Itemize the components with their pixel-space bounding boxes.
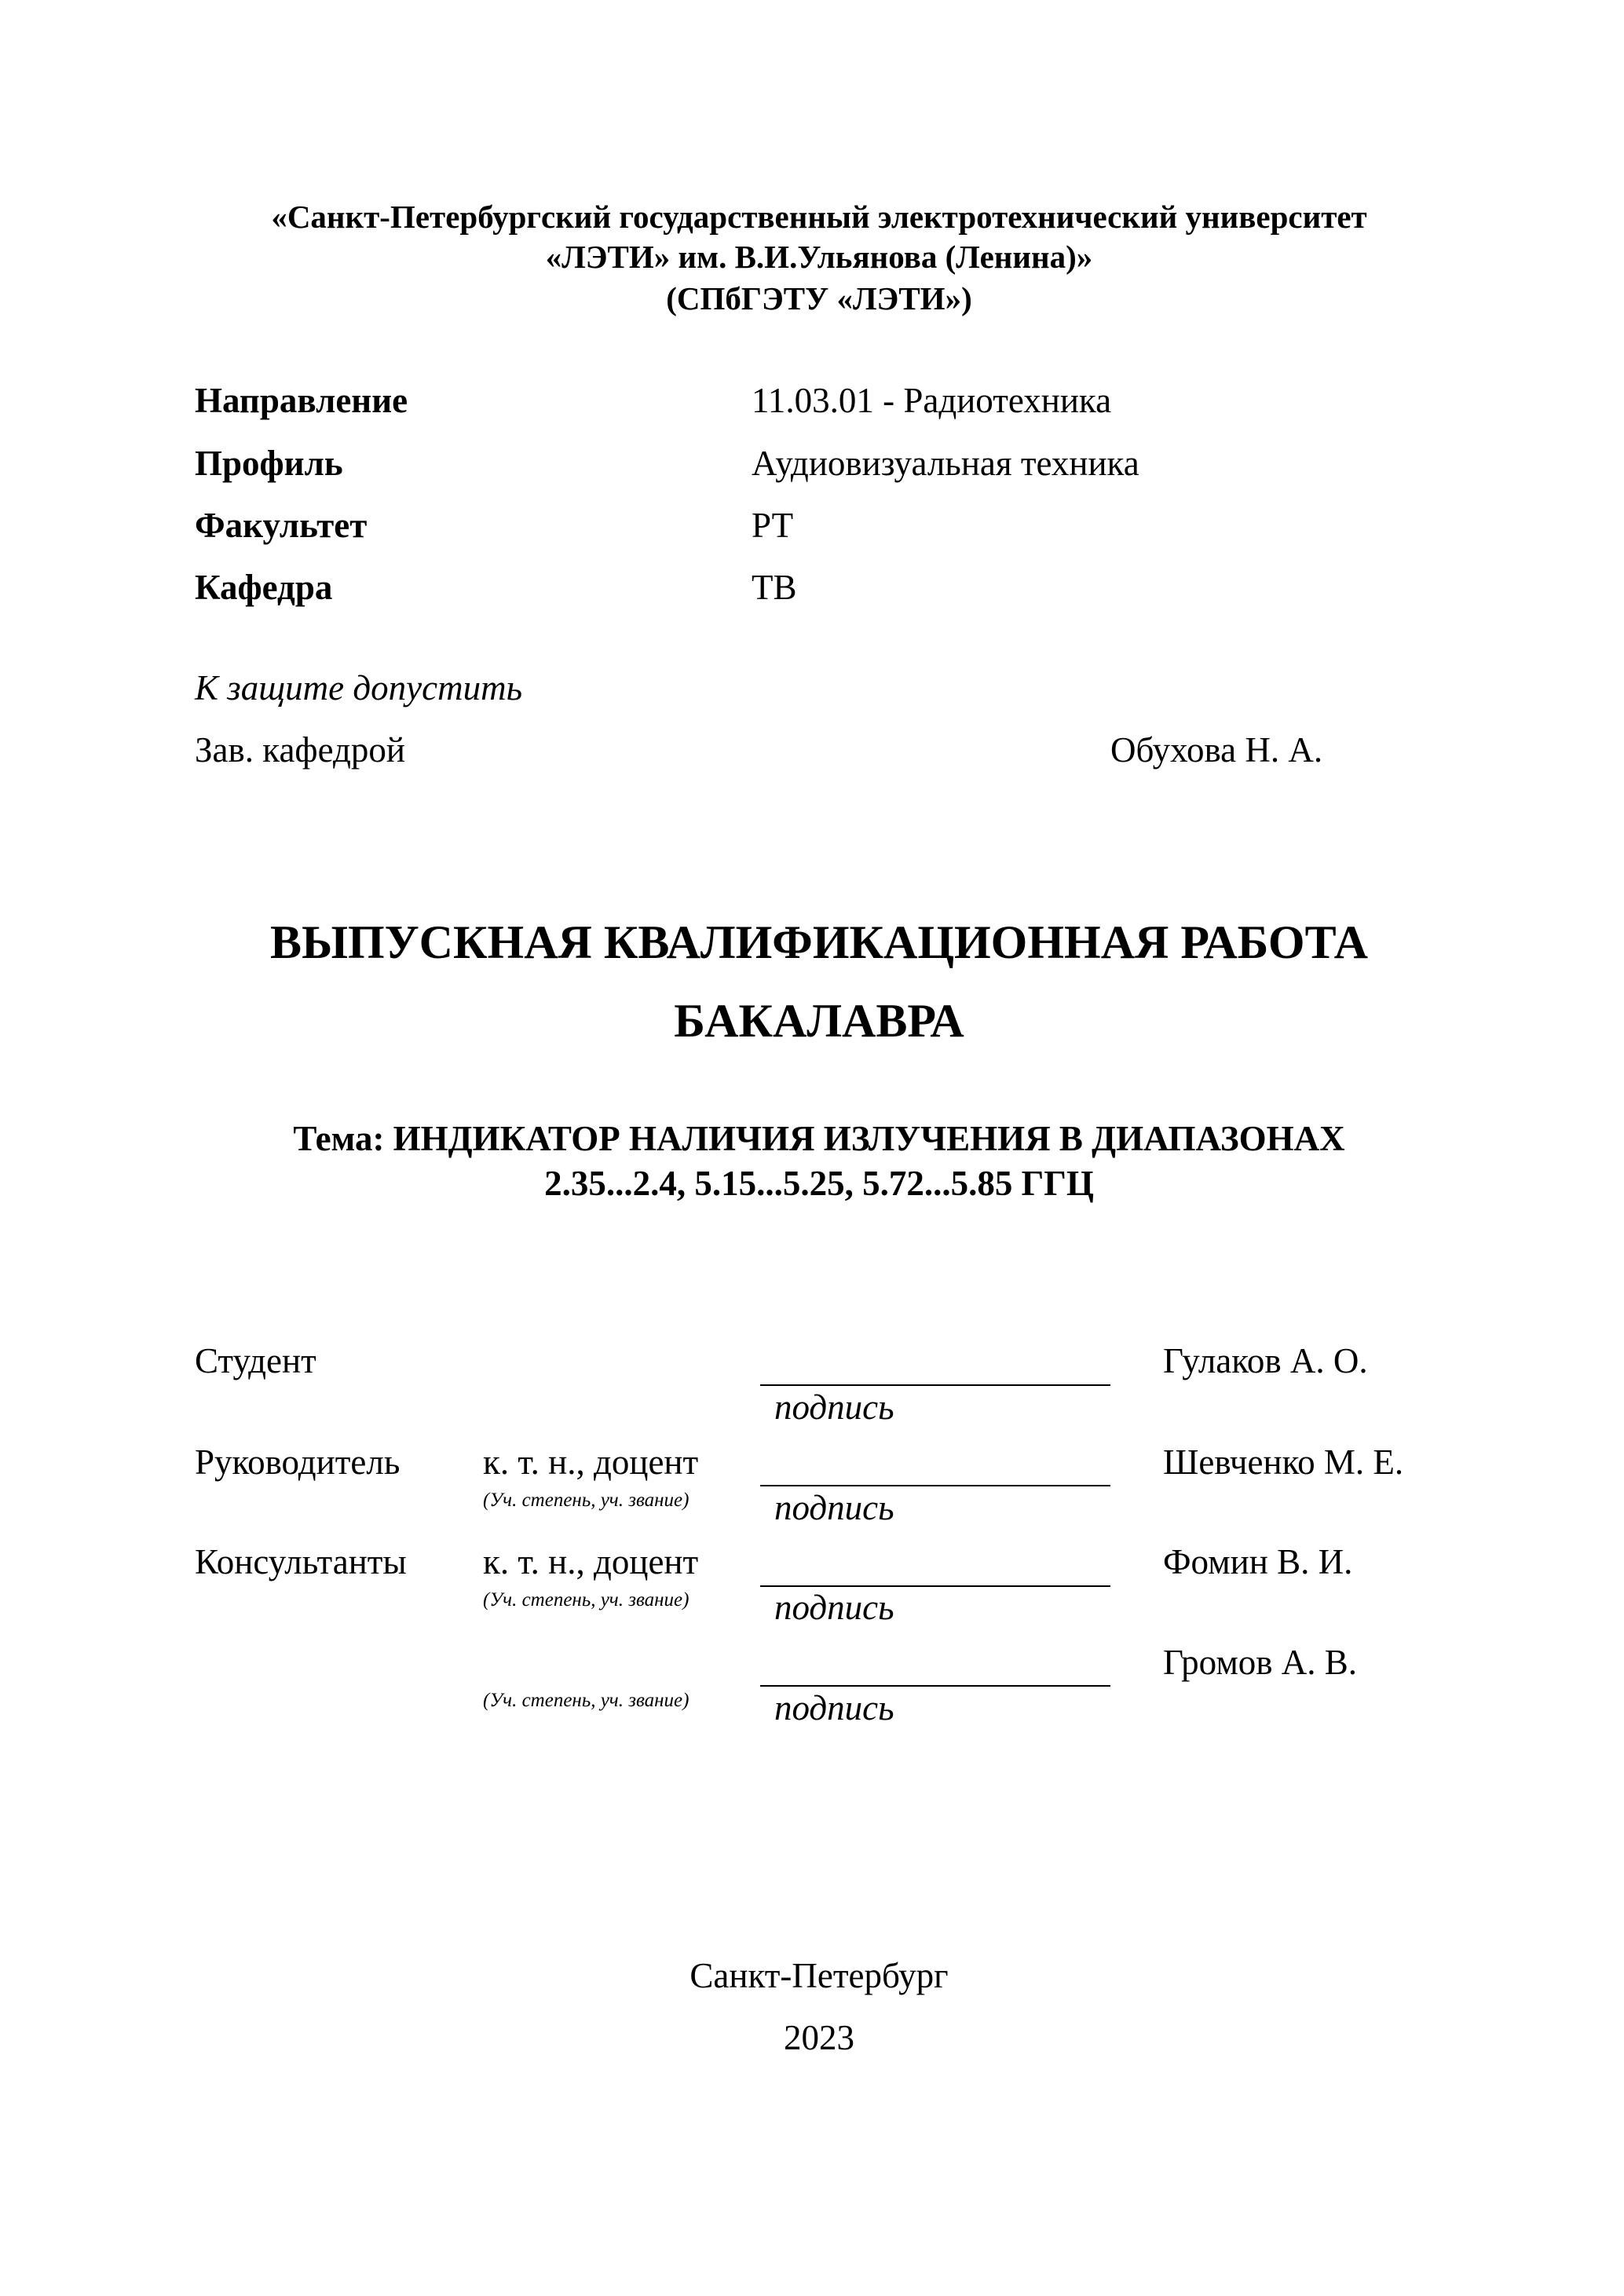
signature-role: Руководитель [195,1442,401,1482]
signature-hint: подпись [774,1387,894,1427]
signature-rank: к. т. н., доцент [483,1442,699,1482]
signature-line [760,1485,1110,1486]
document-title-line2: БАКАЛАВРА [674,995,964,1047]
signature-role: Консультанты [195,1542,407,1581]
approval-name: Обухова Н. А. [1110,730,1323,770]
approval-role: Зав. кафедрой [195,730,405,770]
info-label-profile: Профиль [195,444,343,483]
signature-name: Шевченко М. Е. [1163,1442,1404,1482]
university-name-line1: «Санкт-Петербургский государственный электротехнический университет [271,199,1367,235]
signature-rank-hint: (Уч. степень, уч. звание) [483,1490,689,1511]
signature-line [760,1685,1110,1687]
theme-line1: Тема: ИНДИКАТОР НАЛИЧИЯ ИЗЛУЧЕНИЯ В ДИАПАЗОНАХ [293,1119,1345,1158]
info-label-faculty: Факультет [195,506,368,545]
university-name-line2: «ЛЭТИ» им. В.И.Ульянова (Ленина)» [545,239,1093,275]
signature-rank: к. т. н., доцент [483,1542,699,1581]
info-value-department: ТВ [752,568,797,607]
signature-hint: подпись [774,1688,894,1727]
info-value-direction: 11.03.01 - Радиотехника [752,381,1112,420]
approval-note: К защите допустить [195,668,523,707]
document-title-line1: ВЫПУСКНАЯ КВАЛИФИКАЦИОННАЯ РАБОТА [270,916,1368,968]
info-value-faculty: РТ [752,506,794,545]
info-value-profile: Аудиовизуальная техника [752,444,1139,483]
university-abbr: (СПбГЭТУ «ЛЭТИ») [666,280,972,316]
footer-city: Санкт-Петербург [689,1956,949,1995]
signature-hint: подпись [774,1488,894,1527]
footer-year: 2023 [784,2018,854,2057]
signature-role: Студент [195,1341,316,1380]
signature-rank-hint: (Уч. степень, уч. звание) [483,1690,689,1711]
signature-name: Фомин В. И. [1163,1542,1353,1581]
signature-rank-hint: (Уч. степень, уч. звание) [483,1589,689,1610]
signature-name: Гулаков А. О. [1163,1341,1368,1380]
info-label-department: Кафедра [195,568,333,607]
signature-line [760,1585,1110,1587]
signature-hint: подпись [774,1588,894,1627]
signature-line [760,1384,1110,1386]
info-label-direction: Направление [195,381,408,420]
signature-name: Громов А. В. [1163,1643,1358,1682]
theme-line2: 2.35...2.4, 5.15...5.25, 5.72...5.85 ГГЦ [544,1164,1094,1203]
